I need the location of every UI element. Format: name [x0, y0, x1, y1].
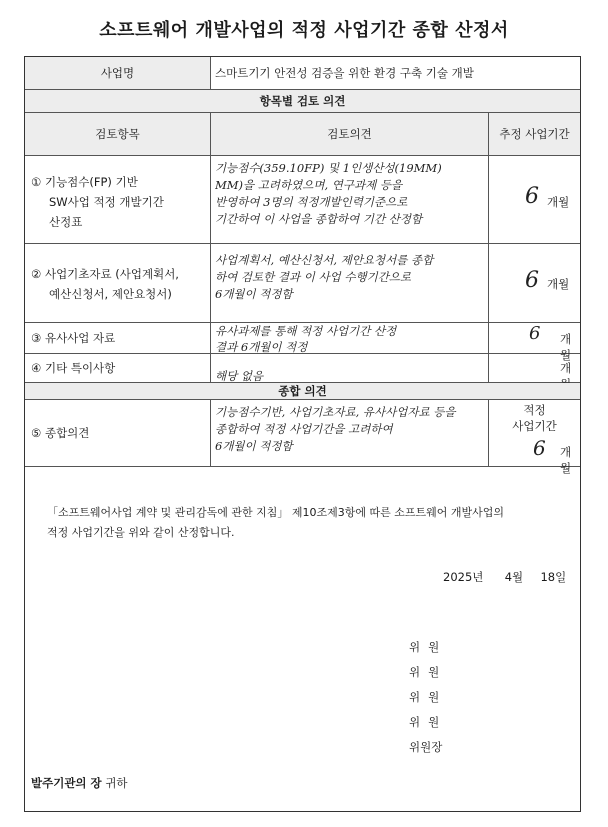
item-label-line: SW사업 적정 개발기간 [49, 195, 164, 209]
opinion-line: 기능점수기반, 사업기초자료, 유사사업자료 등을 [215, 405, 456, 419]
period-unit: 개 [560, 361, 572, 375]
summary-section-title: 종합 의견 [278, 384, 327, 398]
opinion-line: 결과 6개월이 적정 [215, 340, 308, 354]
review-section-header [25, 90, 580, 113]
item-label-line: ② 사업기초자료 (사업계획서, [31, 267, 179, 281]
review-row-other [25, 354, 580, 383]
opinion-line: MM)을 고려하였으며, 연구과제 등을 [215, 178, 403, 192]
review-row-similar [25, 323, 580, 362]
item-label-line: 예산신청서, 제안요청서) [49, 287, 172, 301]
date-day: 18일 [540, 570, 567, 584]
date-month: 4월 [504, 570, 524, 584]
opinion-line: 반영하여 3명의 적정개발인력기준으로 [215, 195, 408, 209]
addressee-suffix: 귀하 [105, 776, 128, 790]
item-label [31, 156, 206, 243]
column-header-opinion: 검토의견 [327, 127, 372, 141]
opinion-line: 종합하여 적정 사업기간을 고려하여 [215, 422, 393, 436]
review-row-basic-docs [25, 244, 580, 323]
item-label-line: 산정표 [49, 215, 83, 229]
item-label [31, 244, 206, 322]
column-header-row [25, 113, 580, 156]
statement-line: 적정 사업기간을 위와 같이 산정합니다. [47, 526, 235, 539]
document-title: 소프트웨어 개발사업의 적정 사업기간 종합 산정서 [99, 20, 509, 41]
opinion-line: 기간하여 이 사업을 종합하여 기간 산정함 [215, 212, 423, 226]
item-label: ④ 기타 특이사항 [31, 361, 116, 375]
opinion-line: 사업계획서, 예산신청서, 제안요청서를 종합 [215, 253, 434, 267]
item-opinion [215, 323, 487, 353]
summary-opinion [215, 400, 487, 466]
committee-chair: 위원장 [409, 740, 443, 754]
committee-member: 위원 [409, 690, 448, 704]
opinion-line: 해당 없음 [215, 369, 264, 383]
summary-label: ⑤ 종합의견 [31, 426, 90, 440]
project-label: 사업명 [25, 57, 210, 89]
period-unit: 개월 [547, 195, 570, 209]
period-unit: 개월 [560, 445, 572, 475]
period-unit: 개월 [560, 332, 572, 362]
summary-row [25, 400, 580, 475]
committee-member: 위원 [409, 640, 448, 654]
committee-member: 위원 [409, 665, 448, 679]
column-header-item: 검토항목 [95, 127, 140, 141]
project-row [25, 57, 580, 90]
project-value: 스마트기기 안전성 검증을 위한 환경 구축 기술 개발 [215, 66, 474, 80]
opinion-line: 유사과제를 통해 적정 사업기간 산정 [215, 324, 397, 338]
opinion-line: 하여 검토한 결과 이 사업 수행기간으로 [215, 270, 412, 284]
opinion-line: 6개월이 적정함 [215, 439, 293, 453]
summary-section-header [25, 383, 580, 400]
opinion-line: 6개월이 적정함 [215, 287, 293, 301]
form-frame [24, 56, 581, 812]
summary-period-label-line: 적정 [523, 403, 546, 417]
date-year: 2025년 [443, 570, 484, 584]
item-opinion [215, 156, 487, 243]
item-label: ③ 유사사업 자료 [31, 331, 116, 345]
statement-line: 「소프트웨어사업 계약 및 관리감독에 관한 지침」 제10조제3항에 따른 소프트웨어 개발사업의 [47, 506, 504, 519]
review-row-fp [25, 156, 580, 244]
summary-period-label [489, 402, 580, 434]
item-opinion [215, 244, 487, 322]
period-unit: 개월 [547, 277, 570, 291]
addressee [31, 773, 128, 793]
statement [47, 503, 567, 543]
period-value: 6 [533, 436, 546, 460]
period-value: 6 [525, 184, 539, 209]
addressee-org: 발주기관의 장 [31, 776, 102, 790]
column-header-period: 추정 사업기간 [499, 127, 570, 141]
period-value: 6 [529, 323, 541, 344]
opinion-line: 기능점수(359.10FP) 및 1인생산성(19MM) [215, 161, 442, 175]
summary-period-label-line: 사업기간 [512, 419, 557, 433]
item-opinion [215, 354, 487, 382]
committee-member: 위원 [409, 715, 448, 729]
period-value: 6 [525, 268, 539, 293]
review-section-title: 항목별 검토 의견 [259, 94, 346, 108]
date [443, 567, 566, 587]
item-label-line: ① 기능점수(FP) 기반 [31, 175, 138, 189]
